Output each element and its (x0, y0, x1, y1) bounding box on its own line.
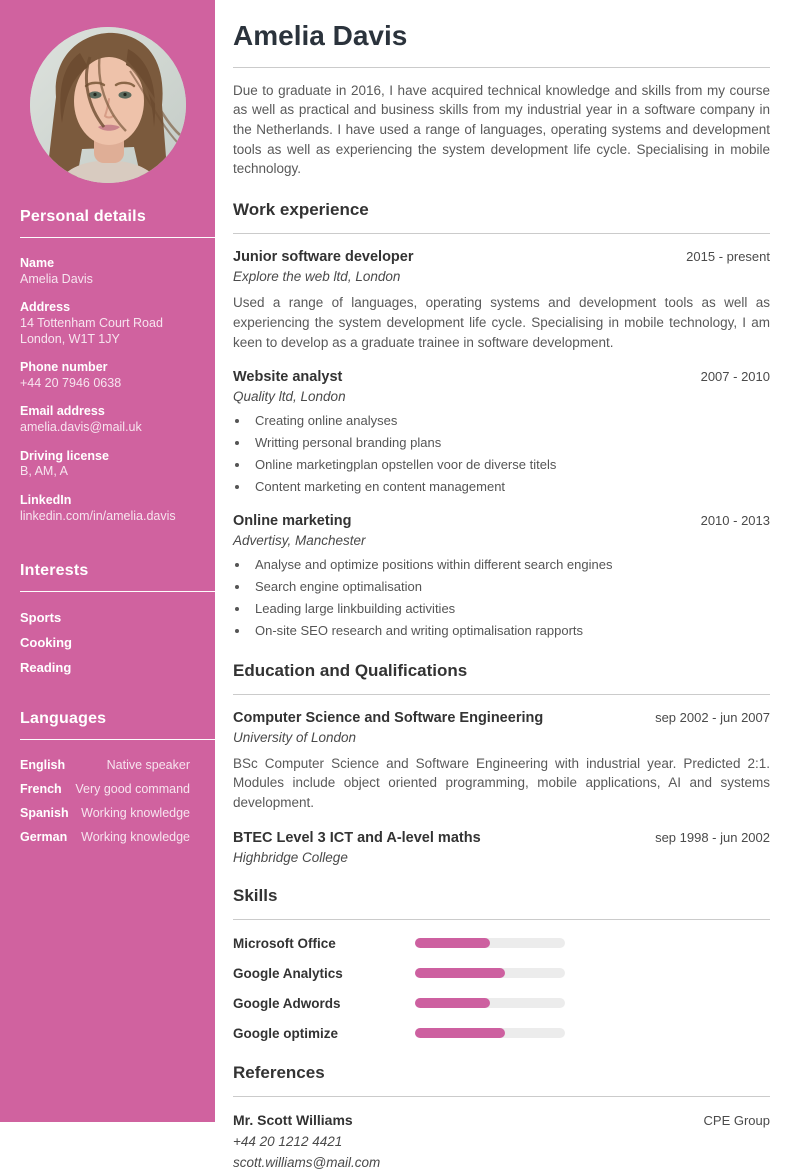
language-level: Working knowledge (81, 830, 190, 845)
job-entry (233, 249, 770, 352)
field-address (20, 300, 215, 347)
language-name: French (20, 782, 62, 797)
skill-row (233, 965, 770, 982)
job-company: Explore the web ltd, London (233, 269, 401, 285)
skill-bar-fill (415, 968, 505, 978)
education-section (233, 661, 770, 865)
references-heading: References (233, 1062, 325, 1082)
job-bullet: • Creating online analyses (250, 412, 770, 430)
work-experience-section (233, 200, 770, 639)
reference-company: CPE Group (703, 1112, 770, 1128)
section-divider (233, 233, 770, 234)
job-bullet-list (233, 556, 770, 640)
portrait-illustration (30, 27, 186, 183)
interests-heading: Interests (20, 537, 215, 592)
skill-name: Microsoft Office (233, 935, 336, 951)
skill-bar-fill (415, 998, 490, 1008)
education-description: BSc Computer Science and Software Engineering with industrial year. Predicted 2:1. Modules include object oriented programming, mobile applications, AI and systems development. (233, 755, 770, 810)
reference-entry (233, 1112, 770, 1170)
field-label: Name (20, 256, 55, 270)
field-label: Phone number (20, 360, 108, 375)
skill-row (233, 995, 770, 1012)
skill-name: Google optimize (233, 1025, 339, 1041)
field-value: +44 20 7946 0638 (20, 375, 122, 390)
education-school: University of London (233, 729, 357, 745)
job-dates: 2015 - present (686, 249, 770, 265)
field-value: linkedin.com/in/amelia.davis (20, 508, 176, 523)
field-value: Amelia Davis (20, 271, 93, 286)
skill-row (233, 1025, 770, 1042)
reference-phone: +44 20 1212 4421 (233, 1133, 343, 1149)
job-bullet: • Analyse and optimize positions within different search engines (250, 556, 770, 574)
job-dates: 2007 - 2010 (700, 369, 770, 385)
section-divider (233, 919, 770, 920)
job-company: Quality ltd, London (233, 389, 346, 405)
language-name: English (20, 758, 66, 773)
work-experience-heading: Work experience (233, 200, 369, 220)
sidebar (0, 0, 215, 1122)
skill-bar-track (415, 968, 565, 978)
skill-row (233, 935, 770, 952)
education-entry (233, 830, 770, 865)
job-role: Website analyst (233, 369, 343, 386)
personal-details-section (20, 183, 215, 524)
language-row (20, 782, 215, 796)
education-dates: sep 2002 - jun 2007 (655, 709, 770, 725)
language-row (20, 830, 215, 844)
skill-bar-fill (415, 938, 490, 948)
job-role: Junior software developer (233, 249, 414, 266)
interests-section (20, 537, 215, 675)
field-value: amelia.davis@mail.uk (20, 420, 142, 434)
languages-heading: Languages (20, 685, 215, 740)
education-degree: Computer Science and Software Engineering (233, 709, 544, 726)
job-entry (233, 369, 770, 496)
field-label: Driving license (20, 448, 109, 463)
job-bullet: • Content marketing en content management (250, 478, 770, 496)
education-degree: BTEC Level 3 ICT and A-level maths (233, 829, 481, 846)
language-level: Working knowledge (81, 806, 190, 821)
page-title: Amelia Davis (233, 20, 408, 51)
profile-summary: Due to graduate in 2016, I have acquired technical knowledge and skills from my course as well as practical and business skills from my industrial year in a software company in the Netherlands. I have used a range of languages, operating systems and development tools as well as experiencing the system development life cycle. Specialising in mobile technology. (233, 82, 770, 177)
job-bullet: • Online marketingplan opstellen voor de diverse titels (250, 456, 770, 474)
skill-bar-fill (415, 1028, 505, 1038)
interest-item: Sports (20, 610, 62, 626)
job-entry (233, 513, 770, 640)
field-label: Address (20, 300, 71, 315)
field-phone (20, 360, 215, 391)
skills-heading: Skills (233, 885, 278, 905)
language-name: German (20, 830, 68, 845)
job-bullet: • Leading large linkbuilding activities (250, 600, 770, 618)
job-bullet: • On-site SEO research and writing optimalisation rapports (250, 622, 770, 640)
languages-section (20, 685, 215, 844)
references-section (233, 1063, 770, 1170)
skill-bar-track (415, 998, 565, 1008)
education-school: Highbridge College (233, 849, 348, 865)
section-divider (233, 1096, 770, 1097)
job-description: Used a range of languages, operating systems and development tools as well as experiencing the system development life cycle. Specialising in mobile technology, I am keen to develop as a graduate trainee in software development. (233, 295, 770, 350)
language-level: Native speaker (106, 758, 190, 773)
education-entry (233, 710, 770, 813)
interest-item: Cooking (20, 635, 72, 651)
language-name: Spanish (20, 806, 69, 821)
skill-bar-track (415, 938, 565, 948)
field-value: B, AM, A (20, 464, 68, 479)
language-row (20, 758, 215, 772)
interest-item: Reading (20, 660, 72, 676)
job-role: Online marketing (233, 512, 352, 529)
language-row (20, 806, 215, 820)
reference-name: Mr. Scott Williams (233, 1111, 353, 1128)
field-value: London, W1T 1JY (20, 331, 120, 346)
field-driving-license (20, 449, 215, 480)
profile-photo (30, 27, 186, 183)
job-bullet: • Writting personal branding plans (250, 434, 770, 452)
skill-name: Google Adwords (233, 995, 341, 1011)
main-content (215, 0, 793, 1170)
field-name (20, 256, 215, 287)
education-dates: sep 1998 - jun 2002 (655, 829, 770, 845)
field-email (20, 404, 215, 435)
job-bullet: • Search engine optimalisation (250, 578, 770, 596)
skill-bar-track (415, 1028, 565, 1038)
job-dates: 2010 - 2013 (700, 512, 770, 528)
section-divider (233, 694, 770, 695)
personal-details-heading: Personal details (20, 183, 215, 238)
job-company: Advertisy, Manchester (233, 532, 366, 548)
job-bullet-list (233, 412, 770, 496)
field-label: LinkedIn (20, 492, 72, 507)
language-level: Very good command (75, 782, 190, 797)
field-linkedin (20, 493, 215, 524)
education-heading: Education and Qualifications (233, 660, 468, 680)
reference-email: scott.williams@mail.com (233, 1154, 381, 1170)
title-divider (233, 67, 770, 68)
field-label: Email address (20, 404, 105, 419)
field-value: 14 Tottenham Court Road (20, 315, 163, 330)
skills-section (233, 886, 770, 1042)
skill-name: Google Analytics (233, 965, 343, 981)
